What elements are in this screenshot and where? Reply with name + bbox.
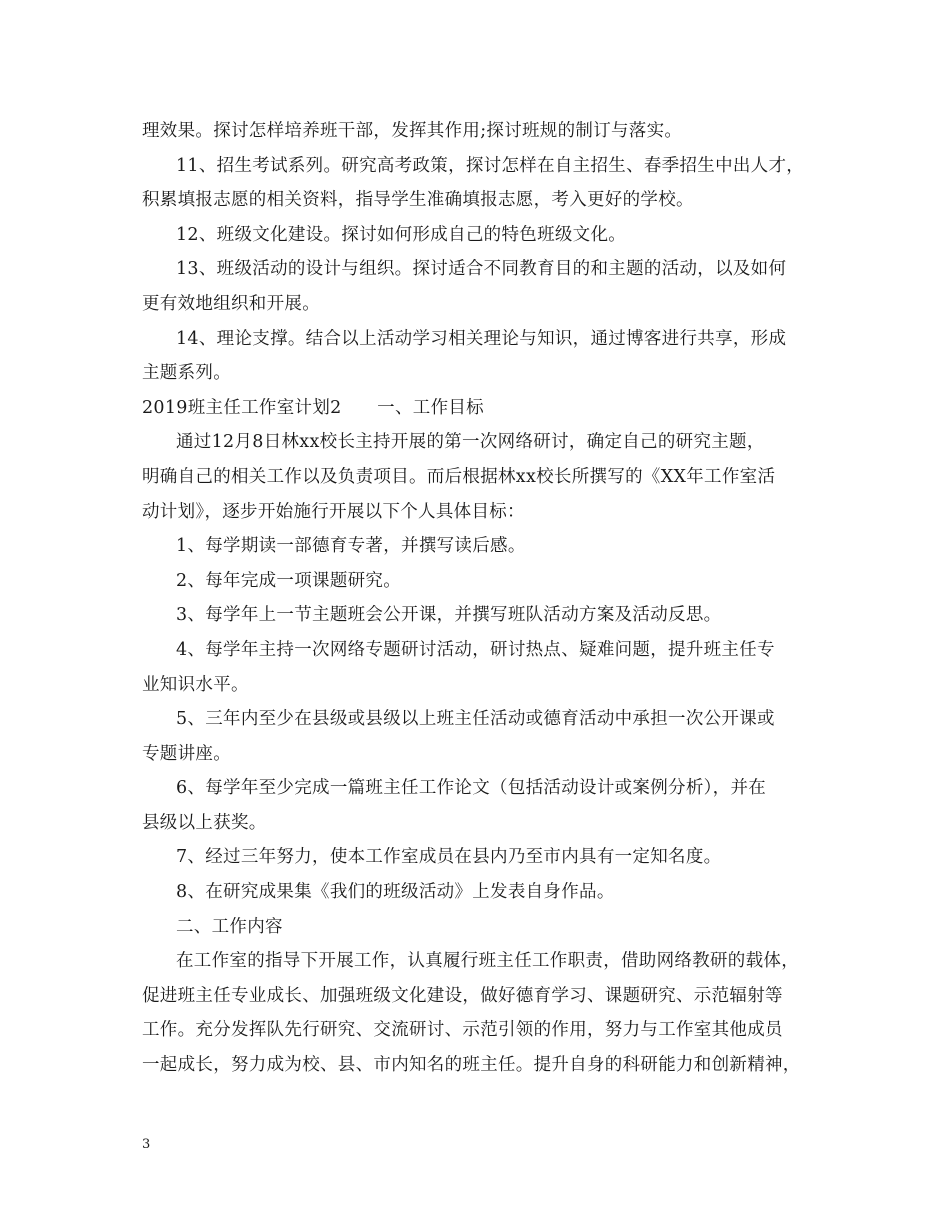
text-line: 积累填报志愿的相关资料，指导学生准确填报志愿，考入更好的学校。 (142, 190, 694, 211)
text-line: 7、经过三年努力，使本工作室成员在县内乃至市内具有一定知名度。 (176, 847, 722, 868)
text-line: 12、班级文化建设。探讨如何形成自己的特色班级文化。 (176, 224, 627, 245)
text-line: 在工作室的指导下开展工作，认真履行班主任工作职责，借助网络教研的载体， (176, 951, 799, 972)
text-line: 理效果。探讨怎样培养班干部，发挥其作用;探讨班规的制订与落实。 (142, 121, 683, 141)
text-line: 4、每学年主持一次网络专题研讨活动，研讨热点、疑难问题，提升班主任专 (176, 639, 775, 660)
text-line: 业知识水平。 (142, 674, 249, 695)
text-line: 13、班级活动的设计与组织。探讨适合不同教育目的和主题的活动，以及如何 (176, 259, 787, 280)
text-line: 明确自己的相关工作以及负责项目。而后根据林xx校长所撰写的《XX年工作室活 (142, 466, 776, 487)
text-line: 5、三年内至少在县级或县级以上班主任活动或德育活动中承担一次公开课或 (176, 709, 775, 730)
text-line: 6、每学年至少完成一篇班主任工作论文（包括活动设计或案例分析），并在 (176, 778, 767, 799)
text-line: 动计划》，逐步开始施行开展以下个人具体目标： (142, 501, 525, 522)
page-number: 3 (142, 1137, 151, 1152)
text-line: 一起成长，努力成为校、县、市内知名的班主任。提升自身的科研能力和创新精神， (142, 1055, 801, 1076)
text-line: 11、招生考试系列。研究高考政策，探讨怎样在自主招生、春季招生中出人才， (176, 155, 805, 176)
text-line: 通过12月8日林xx校长主持开展的第一次网络研讨，确定自己的研究主题， (176, 432, 765, 453)
text-line: 3、每学年上一节主题班会公开课，并撰写班队活动方案及活动反思。 (176, 605, 722, 626)
text-line: 8、在研究成果集《我们的班级活动》上发表自身作品。 (176, 882, 615, 903)
text-line: 二、工作内容 (176, 916, 283, 937)
text-line: 2、每年完成一项课题研究。 (176, 570, 402, 591)
text-line: 专题讲座。 (142, 743, 231, 764)
text-line: 1、每学期读一部德育专著，并撰写读后感。 (176, 536, 526, 557)
text-line: 14、理论支撑。结合以上活动学习相关理论与知识，通过博客进行共享，形成 (176, 328, 787, 349)
text-line: 促进班主任专业成长、加强班级文化建设，做好德育学习、课题研究、示范辐射等 (142, 985, 783, 1006)
text-line: 更有效地组织和开展。 (142, 293, 320, 314)
text-line: 主题系列。 (142, 363, 231, 384)
text-line: 2019班主任工作室计划2 一、工作目标 (142, 397, 484, 418)
text-line: 工作。充分发挥队先行研究、交流研讨、示范引领的作用，努力与工作室其他成员 (142, 1020, 783, 1041)
document-body (142, 114, 814, 1083)
text-line: 县级以上获奖。 (142, 812, 267, 833)
